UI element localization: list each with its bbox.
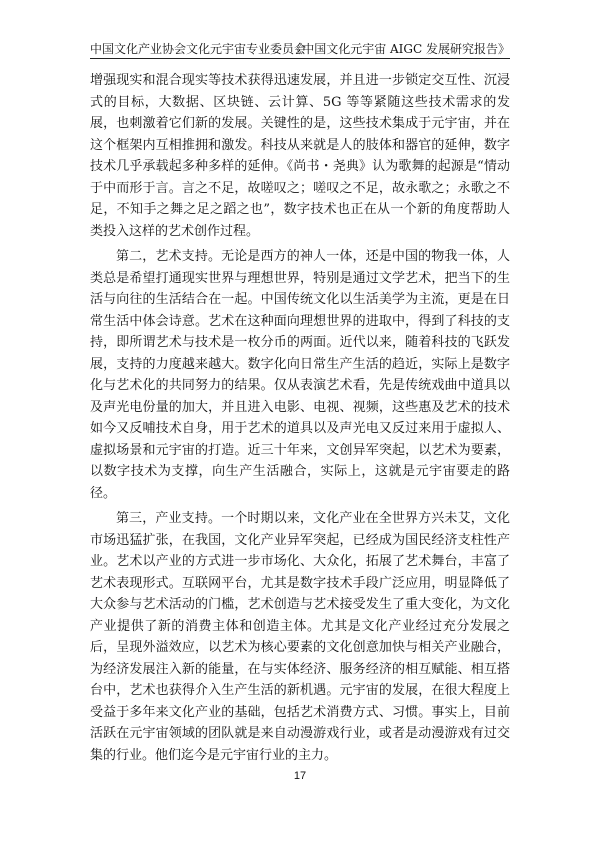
header-organization: 中国文化产业协会文化元宇宙专业委员会 [90, 42, 307, 56]
paragraph-art-support: 第二，艺术支持。无论是西方的神人一体，还是中国的物我一体，人类总是希望打通现实世界与理想世界，特别是通过文学艺术，把当下的生活与向往的生活结合在一起。中国传统文化以生活美学为主流，更是在日常生活中体会诗意。艺术在这种面向理想世界的进取中，得到了科技的支持，即所谓艺术与技术是一枚分币的两面。近代以来，随着科技的飞跃发展，支持的力度越来越大。数字化向日常生产生活的趋近，实际上是数字化与艺术化的共同努力的结果。仅从表演艺术看，先是传统戏曲中道具以及声光电份量的加大，并且进入电影、电视、视频，这些惠及艺术的技术如今又反哺技术自身，用于艺术的道具以及声光电又反过来用于虚拟人、虚拟场景和元宇宙的打造。近三十年来，文创异军突起，以艺术为要素，以数字技术为支撑，向生产生活融合，实际上，这就是元宇宙要走的路径。 [90, 249, 510, 501]
page-number: 17 [293, 770, 307, 782]
document-body [90, 70, 510, 770]
header-report-title: 《中国文化元宇宙 AIGC 发展研究报告》 [290, 42, 510, 56]
page-header [90, 40, 510, 59]
paragraph-industry-support: 第三，产业支持。一个时期以来，文化产业在全世界方兴未艾，文化市场迅猛扩张，在我国，文化产业异军突起，已经成为国民经济支柱性产业。艺术以产业的方式进一步市场化、大众化，拓展了艺术舞台，丰富了艺术表现形式。互联网平台，尤其是数字技术手段广泛应用，明显降低了大众参与艺术活动的门槛，艺术创造与艺术接受发生了重大变化，为文化产业提供了新的消费主体和创造主体。尤其是文化产业经过充分发展之后，呈现外溢效应，以艺术为核心要素的文化创意加快与相关产业融合，为经济发展注入新的能量，在与实体经济、服务经济的相互赋能、相互搭台中，艺术也获得介入生产生活的新机遇。元宇宙的发展，在很大程度上受益于多年来文化产业的基础，包括艺术消费方式、习惯。事实上，目前活跃在元宇宙领域的团队就是来自动漫游戏行业，或者是动漫游戏有过交集的行业。他们迄今是元宇宙行业的主力。 [90, 511, 510, 763]
paragraph-continued: 增强现实和混合现实等技术获得迅速发展，并且进一步锁定交互性、沉浸式的目标，大数据、区块链、云计算、5G 等等紧随这些技术需求的发展，也刺激着它们新的发展。关键性的是，这些技术集成于元宇宙，并在这个框架内互相推拥和激发。科技从来就是人的肢体和器官的延伸，数字技术几乎承载起多种多样的延伸。《尚书・尧典》认为歌舞的起源是“情动于中而形于言。言之不足，故嗟叹之；嗟叹之不足，故永歌之；永歌之不足，不知手之舞之足之蹈之也”，数字技术也正在从一个新的角度帮助人类投入这样的艺术创作过程。 [90, 73, 510, 239]
